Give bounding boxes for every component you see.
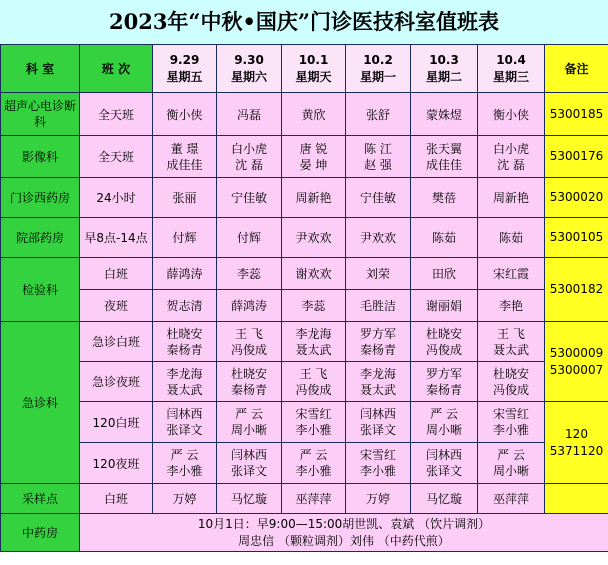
note-emergency: 5300009 5300007 <box>545 322 608 402</box>
duty-cell: 严 云 李小雅 <box>153 443 217 484</box>
row-lab-night <box>1 290 608 322</box>
dept-inpatient-pharmacy: 院部药房 <box>1 218 80 258</box>
duty-cell: 闫林西 张译文 <box>346 402 411 443</box>
duty-cell: 严 云 周小晰 <box>411 402 478 443</box>
duty-cell: 蒙姝煜 <box>411 93 478 136</box>
duty-cell: 刘荣 <box>346 258 411 290</box>
duty-cell: 杜晓安 冯俊成 <box>411 322 478 362</box>
shift-cell: 白班 <box>80 484 153 514</box>
row-120-night <box>1 443 608 484</box>
duty-cell: 李蕊 <box>282 290 346 322</box>
duty-cell: 唐 锐 晏 坤 <box>282 136 346 178</box>
duty-cell: 巫萍萍 <box>478 484 545 514</box>
header-date-6: 10.4 星期三 <box>478 45 545 93</box>
note-imaging: 5300176 <box>545 136 608 178</box>
dept-ultrasound: 超声心电诊断科 <box>1 93 80 136</box>
header-shift: 班 次 <box>80 45 153 93</box>
shift-cell: 120夜班 <box>80 443 153 484</box>
duty-cell: 王 飞 冯俊成 <box>282 362 346 402</box>
shift-cell: 急诊夜班 <box>80 362 153 402</box>
note-west-pharmacy: 5300020 <box>545 178 608 218</box>
duty-cell: 冯磊 <box>217 93 282 136</box>
duty-cell: 衡小侠 <box>478 93 545 136</box>
duty-cell: 董 璟 成佳佳 <box>153 136 217 178</box>
dept-sampling: 采样点 <box>1 484 80 514</box>
duty-cell: 马忆璇 <box>411 484 478 514</box>
header-date-4: 10.2 星期一 <box>346 45 411 93</box>
duty-cell: 尹欢欢 <box>346 218 411 258</box>
duty-cell: 宋雪红 李小雅 <box>478 402 545 443</box>
duty-cell: 周新艳 <box>282 178 346 218</box>
header-date-2: 9.30 星期六 <box>217 45 282 93</box>
duty-cell: 张舒 <box>346 93 411 136</box>
duty-cell: 罗方军 秦杨青 <box>346 322 411 362</box>
shift-cell: 急诊白班 <box>80 322 153 362</box>
duty-cell: 万婷 <box>153 484 217 514</box>
duty-cell: 周新艳 <box>478 178 545 218</box>
shift-cell: 120白班 <box>80 402 153 443</box>
duty-cell: 李龙海 聂太武 <box>153 362 217 402</box>
duty-cell: 严 云 李小雅 <box>282 443 346 484</box>
shift-cell: 24小时 <box>80 178 153 218</box>
row-er-night <box>1 362 608 402</box>
row-west-pharmacy <box>1 178 608 218</box>
duty-cell: 严 云 周小晰 <box>478 443 545 484</box>
duty-cell: 薛鸿涛 <box>153 258 217 290</box>
shift-cell: 全天班 <box>80 93 153 136</box>
tcm-pharmacy-note: 10月1日：早9:00—15:00胡世凯、袁斌 （饮片调剂） 周忠信 （颗粒调剂）刘伟 （中药代煎） <box>80 514 608 552</box>
row-ultrasound <box>1 93 608 136</box>
note-120: 120 5371120 <box>545 402 608 484</box>
duty-cell: 万婷 <box>346 484 411 514</box>
dept-tcm-pharmacy: 中药房 <box>1 514 80 552</box>
row-tcm-pharmacy <box>1 514 608 552</box>
row-er-day <box>1 322 608 362</box>
duty-cell: 田欣 <box>411 258 478 290</box>
duty-cell: 谢欢欢 <box>282 258 346 290</box>
duty-cell: 张丽 <box>153 178 217 218</box>
duty-cell: 尹欢欢 <box>282 218 346 258</box>
duty-cell: 闫林西 张译文 <box>411 443 478 484</box>
duty-cell: 陈 江 赵 强 <box>346 136 411 178</box>
row-lab-day <box>1 258 608 290</box>
duty-cell: 罗方军 秦杨青 <box>411 362 478 402</box>
header-date-1: 9.29 星期五 <box>153 45 217 93</box>
header-date-3: 10.1 星期天 <box>282 45 346 93</box>
duty-cell: 李龙海 聂太武 <box>346 362 411 402</box>
duty-cell: 宋雪红 李小雅 <box>346 443 411 484</box>
duty-cell: 陈茹 <box>478 218 545 258</box>
duty-cell: 贺志清 <box>153 290 217 322</box>
note-sampling <box>545 484 608 514</box>
duty-cell: 毛胜洁 <box>346 290 411 322</box>
duty-cell: 闫林西 张译文 <box>153 402 217 443</box>
dept-emergency: 急诊科 <box>1 322 80 484</box>
duty-schedule-table <box>0 44 608 552</box>
duty-cell: 薛鸿涛 <box>217 290 282 322</box>
duty-cell: 樊蓓 <box>411 178 478 218</box>
duty-cell: 陈茹 <box>411 218 478 258</box>
duty-cell: 谢丽娟 <box>411 290 478 322</box>
note-lab: 5300182 <box>545 258 608 322</box>
header-row <box>1 45 608 93</box>
duty-cell: 宁佳敏 <box>217 178 282 218</box>
duty-cell: 马忆璇 <box>217 484 282 514</box>
row-imaging <box>1 136 608 178</box>
shift-cell: 白班 <box>80 258 153 290</box>
page-title: 2023年“中秋•国庆”门诊医技科室值班表 <box>0 0 608 44</box>
duty-cell: 杜晓安 秦杨青 <box>217 362 282 402</box>
duty-cell: 杜晓安 秦杨青 <box>153 322 217 362</box>
row-120-day <box>1 402 608 443</box>
header-dept: 科 室 <box>1 45 80 93</box>
note-ultrasound: 5300185 <box>545 93 608 136</box>
dept-lab: 检验科 <box>1 258 80 322</box>
header-date-5: 10.3 星期二 <box>411 45 478 93</box>
duty-cell: 张天翼 成佳佳 <box>411 136 478 178</box>
shift-cell: 早8点-14点 <box>80 218 153 258</box>
duty-cell: 宁佳敏 <box>346 178 411 218</box>
duty-cell: 王 飞 聂太武 <box>478 322 545 362</box>
duty-cell: 巫萍萍 <box>282 484 346 514</box>
duty-cell: 王 飞 冯俊成 <box>217 322 282 362</box>
duty-cell: 白小虎 沈 磊 <box>217 136 282 178</box>
dept-imaging: 影像科 <box>1 136 80 178</box>
dept-west-pharmacy: 门诊西药房 <box>1 178 80 218</box>
duty-cell: 宋雪红 李小雅 <box>282 402 346 443</box>
duty-cell: 严 云 周小晰 <box>217 402 282 443</box>
duty-cell: 付辉 <box>153 218 217 258</box>
duty-cell: 衡小侠 <box>153 93 217 136</box>
duty-cell: 付辉 <box>217 218 282 258</box>
shift-cell: 夜班 <box>80 290 153 322</box>
shift-cell: 全天班 <box>80 136 153 178</box>
duty-cell: 闫林西 张译文 <box>217 443 282 484</box>
duty-cell: 杜晓安 冯俊成 <box>478 362 545 402</box>
row-inpatient-pharmacy <box>1 218 608 258</box>
duty-cell: 宋红霞 <box>478 258 545 290</box>
row-sampling <box>1 484 608 514</box>
duty-cell: 李蕊 <box>217 258 282 290</box>
duty-cell: 黄欣 <box>282 93 346 136</box>
duty-cell: 李艳 <box>478 290 545 322</box>
note-inpatient-pharmacy: 5300105 <box>545 218 608 258</box>
duty-cell: 白小虎 沈 磊 <box>478 136 545 178</box>
duty-cell: 李龙海 聂太武 <box>282 322 346 362</box>
header-note: 备注 <box>545 45 608 93</box>
